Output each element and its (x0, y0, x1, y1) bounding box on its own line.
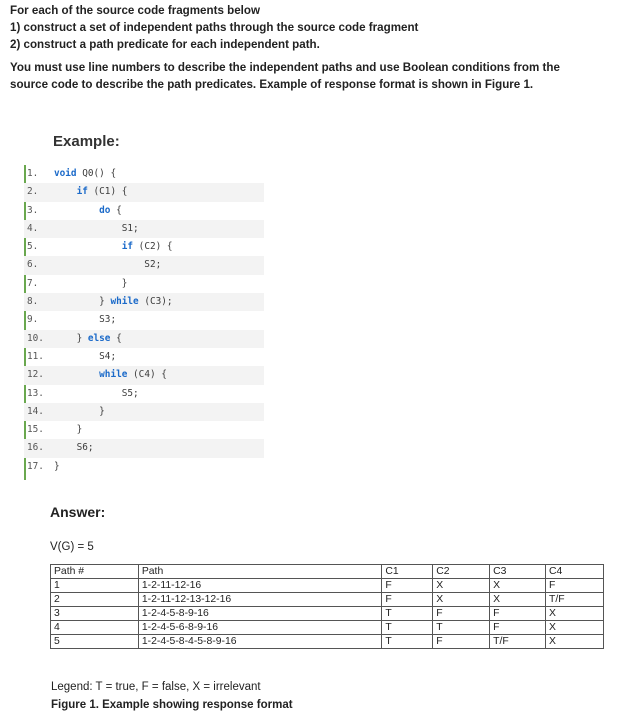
line-number: 15. (27, 424, 44, 436)
table-cell: T/F (490, 635, 546, 649)
line-number: 9. (27, 314, 39, 326)
line-number: 12. (27, 369, 44, 381)
answer-heading: Answer: (50, 504, 106, 520)
line-number: 8. (27, 296, 39, 308)
table-cell: F (546, 579, 604, 593)
line-number: 2. (27, 186, 39, 198)
table-header-cell: C1 (382, 565, 433, 579)
code-line (24, 293, 264, 311)
line-number: 5. (27, 241, 39, 253)
code-text: } (54, 277, 128, 289)
instruction-line-2: 1) construct a set of independent paths through the source code fragment (10, 21, 419, 34)
instruction-line-4: You must use line numbers to describe the independent paths and use Boolean conditions from the (10, 61, 560, 74)
legend: Legend: T = true, F = false, X = irrelevant (51, 681, 261, 693)
line-number: 16. (27, 442, 44, 454)
code-listing (24, 165, 264, 476)
code-text: S2; (54, 259, 162, 271)
table-cell: 1-2-11-12-13-12-16 (138, 593, 381, 607)
line-number: 14. (27, 405, 44, 417)
table-cell: T/F (546, 593, 604, 607)
instructions (10, 2, 610, 93)
code-text: if (C1) { (76, 186, 128, 198)
code-text: S6; (54, 442, 94, 454)
line-number: 3. (27, 204, 39, 216)
table-row (51, 579, 604, 593)
table-cell: X (546, 635, 604, 649)
table-header-cell: C3 (490, 565, 546, 579)
table-cell: T (433, 621, 490, 635)
line-number: 11. (27, 350, 44, 362)
table-cell: 1-2-4-5-8-9-16 (138, 607, 381, 621)
code-line (24, 421, 264, 439)
code-line (24, 183, 264, 201)
line-number: 1. (27, 168, 39, 179)
path-predicate-table (50, 564, 604, 649)
table-cell: 2 (51, 593, 139, 607)
code-text: S5; (54, 387, 139, 399)
code-line (24, 220, 264, 238)
code-text: if (C2) { (121, 241, 173, 253)
cyclomatic-complexity: V(G) = 5 (50, 541, 94, 553)
figure-caption: Figure 1. Example showing response format (51, 699, 293, 711)
code-line (24, 385, 264, 403)
table-cell: X (546, 621, 604, 635)
table-cell: T (382, 607, 433, 621)
table-cell: X (490, 593, 546, 607)
line-number: 13. (27, 387, 44, 399)
code-text: } else { (54, 332, 122, 344)
code-line (24, 202, 264, 220)
table-header-cell: Path # (51, 565, 139, 579)
code-text: S1; (54, 222, 139, 234)
table-cell: T (382, 635, 433, 649)
line-number: 7. (27, 277, 39, 289)
code-line (24, 256, 264, 274)
table-cell: F (433, 607, 490, 621)
code-line (24, 439, 264, 457)
table-cell: F (490, 607, 546, 621)
code-line (24, 458, 264, 476)
table-cell: T (382, 621, 433, 635)
table-cell: 5 (51, 635, 139, 649)
code-line (24, 165, 264, 183)
table-cell: F (490, 621, 546, 635)
instruction-line-5: source code to describe the path predicates. Example of response format is shown in Figure 1. (10, 78, 534, 91)
code-line (24, 275, 264, 293)
table-header-row (51, 565, 604, 579)
code-text: } while (C3); (54, 296, 173, 308)
line-number: 6. (27, 259, 39, 271)
table-row (51, 621, 604, 635)
code-text: S4; (54, 350, 117, 362)
code-text: } (54, 460, 60, 472)
code-line (24, 403, 264, 421)
instruction-line-1: For each of the source code fragments below (10, 4, 260, 17)
table-cell: 1-2-11-12-16 (138, 579, 381, 593)
line-number: 4. (27, 222, 39, 234)
code-text: do { (99, 204, 122, 216)
line-number: 10. (27, 332, 44, 344)
code-text: } (54, 405, 105, 417)
code-text: while (C4) { (99, 369, 167, 381)
code-line (24, 348, 264, 366)
code-line (24, 366, 264, 384)
table-cell: 1 (51, 579, 139, 593)
table-cell: X (433, 593, 490, 607)
code-text: void Q0() { (54, 168, 117, 179)
table-row (51, 635, 604, 649)
table-cell: F (382, 593, 433, 607)
table-row (51, 607, 604, 621)
table-cell: X (546, 607, 604, 621)
code-line (24, 311, 264, 329)
table-cell: 1-2-4-5-8-4-5-8-9-16 (138, 635, 381, 649)
table-cell: 3 (51, 607, 139, 621)
table-cell: F (433, 635, 490, 649)
line-number: 17. (27, 460, 44, 472)
code-text: S3; (54, 314, 117, 326)
code-line (24, 238, 264, 256)
table-cell: F (382, 579, 433, 593)
code-line (24, 330, 264, 348)
table-cell: X (433, 579, 490, 593)
example-title: Example: (53, 133, 120, 150)
instruction-line-3: 2) construct a path predicate for each independent path. (10, 38, 320, 51)
code-text: } (54, 424, 83, 436)
table-cell: 1-2-4-5-6-8-9-16 (138, 621, 381, 635)
table-header-cell: C2 (433, 565, 490, 579)
table-header-cell: C4 (546, 565, 604, 579)
table-header-cell: Path (138, 565, 381, 579)
table-row (51, 593, 604, 607)
table-cell: 4 (51, 621, 139, 635)
table-cell: X (490, 579, 546, 593)
